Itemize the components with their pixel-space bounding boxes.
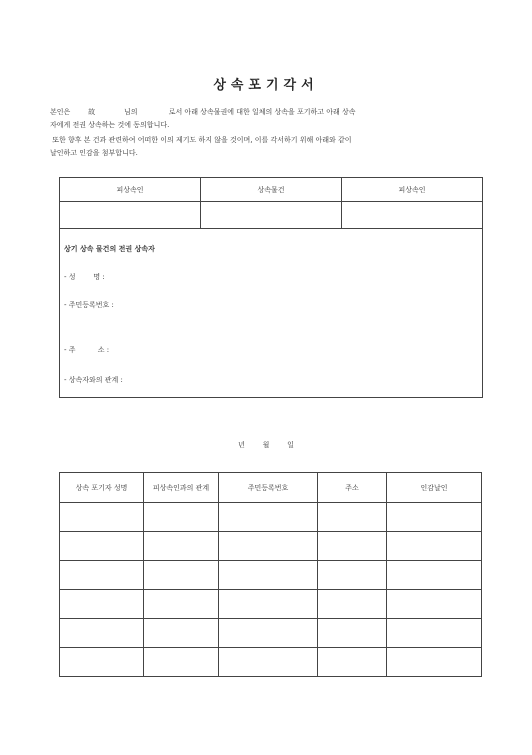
input-cell[interactable] (144, 619, 219, 648)
inheritance-table-header-row (60, 178, 483, 202)
table-row (60, 619, 482, 648)
header-cell: 인감날인 (387, 473, 482, 503)
heir-relation-label: - 상속자와의 관계 : (64, 376, 123, 384)
input-cell[interactable] (387, 590, 482, 619)
input-cell[interactable] (219, 503, 318, 532)
input-cell[interactable] (144, 532, 219, 561)
input-cell[interactable] (387, 503, 482, 532)
input-cell[interactable] (318, 532, 387, 561)
heir-info-cell[interactable] (60, 229, 483, 398)
input-cell[interactable] (60, 648, 144, 677)
header-cell: 주민등록번호 (219, 473, 318, 503)
table-row (60, 532, 482, 561)
heir-id-number-label: - 주민등록번호 : (64, 301, 114, 309)
header-cell: 상속물건 (201, 178, 342, 202)
input-cell[interactable] (60, 503, 144, 532)
inheritance-table (59, 177, 483, 398)
renouncer-table-body (60, 503, 482, 677)
inheritance-table-input-row (60, 202, 483, 229)
input-cell[interactable] (219, 561, 318, 590)
paragraph-1-line-2: 자에게 전권 상속하는 것에 동의합니다. (50, 121, 170, 129)
header-cell: 피상속인 (342, 178, 483, 202)
heir-section-title: 상기 상속 물건의 전권 상속자 (64, 245, 155, 253)
input-cell[interactable] (387, 648, 482, 677)
input-cell[interactable] (219, 590, 318, 619)
input-cell[interactable] (144, 503, 219, 532)
input-cell[interactable] (144, 648, 219, 677)
input-cell[interactable] (60, 561, 144, 590)
input-cell[interactable] (60, 590, 144, 619)
header-cell: 피상속인과의 관계 (144, 473, 219, 503)
paragraph-2 (50, 134, 486, 160)
input-cell[interactable] (144, 590, 219, 619)
input-cell[interactable] (219, 532, 318, 561)
input-cell[interactable] (318, 503, 387, 532)
table-row (60, 590, 482, 619)
table-row (60, 503, 482, 532)
renouncer-table-header-row (60, 473, 482, 503)
input-cell[interactable] (318, 590, 387, 619)
renouncer-table (59, 472, 482, 677)
header-cell: 피상속인 (60, 178, 201, 202)
paragraph-1-line-1: 본인은 故 님의 로서 아래 상속물권에 대한 일체의 상속을 포기하고 아래 상속 (50, 108, 356, 116)
header-cell: 주소 (318, 473, 387, 503)
input-cell[interactable] (60, 532, 144, 561)
paragraph-2-line-2: 날인하고 인감을 첨부합니다. (50, 149, 138, 157)
input-cell[interactable] (387, 619, 482, 648)
paragraph-2-line-1: 또한 향후 본 건과 관련하여 어떠한 이의 제기도 하지 않을 것이며, 이를 각서하기 위해 아래와 같이 (50, 136, 352, 144)
date-line: 년 월 일 (238, 441, 294, 449)
input-cell[interactable] (318, 561, 387, 590)
input-cell[interactable] (201, 202, 342, 229)
heir-info-row (60, 229, 483, 398)
table-row (60, 561, 482, 590)
document-title: 상속포기각서 (213, 78, 319, 93)
input-cell[interactable] (144, 561, 219, 590)
header-cell: 상속 포기자 성명 (60, 473, 144, 503)
input-cell[interactable] (60, 202, 201, 229)
input-cell[interactable] (342, 202, 483, 229)
heir-name-label: - 성 명 : (64, 273, 105, 281)
heir-address-label: - 주 소 : (64, 346, 110, 354)
input-cell[interactable] (318, 619, 387, 648)
input-cell[interactable] (387, 532, 482, 561)
input-cell[interactable] (219, 619, 318, 648)
input-cell[interactable] (387, 561, 482, 590)
paragraph-1 (50, 106, 486, 132)
input-cell[interactable] (219, 648, 318, 677)
input-cell[interactable] (318, 648, 387, 677)
table-row (60, 648, 482, 677)
input-cell[interactable] (60, 619, 144, 648)
